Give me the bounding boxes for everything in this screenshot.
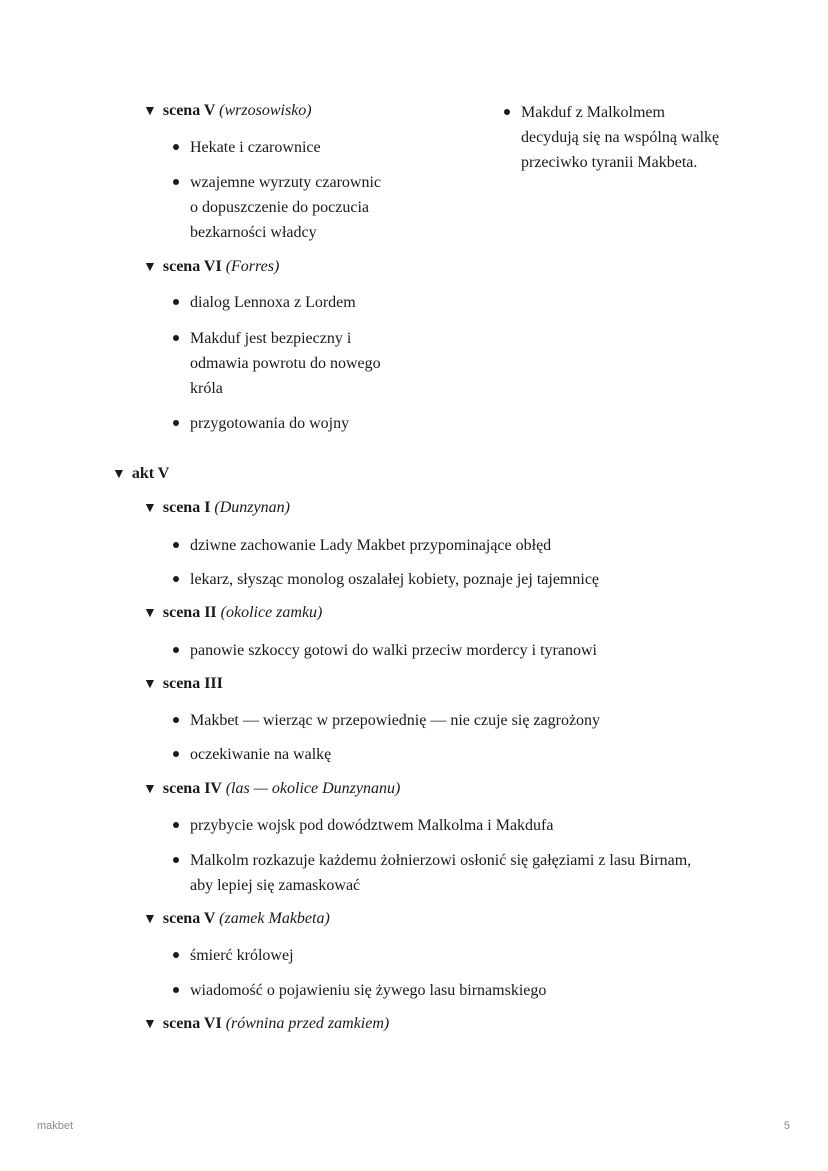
list-item: wiadomość o pojawieniu się żywego lasu birnamskiego: [190, 978, 546, 1003]
scene-heading[interactable]: ▼ scena II (okolice zamku): [143, 604, 323, 621]
scene-heading[interactable]: ▼ scena V (zamek Makbeta): [143, 910, 330, 927]
triangle-down-icon: ▼: [143, 606, 157, 621]
list-item: przygotowania do wojny: [190, 411, 349, 436]
page-number: 5: [783, 1120, 790, 1132]
triangle-down-icon: ▼: [143, 260, 157, 275]
list-item: Makduf jest bezpieczny i odmawia powrotu do nowego króla: [190, 326, 381, 401]
scene-heading[interactable]: ▼ scena I (Dunzynan): [143, 499, 290, 516]
scene-heading[interactable]: ▼ scena IV (las — okolice Dunzynanu): [143, 780, 401, 797]
triangle-down-icon: ▼: [143, 677, 157, 692]
scene-heading[interactable]: ▼ scena VI (Forres): [143, 258, 280, 275]
list-item: śmierć królowej: [190, 943, 294, 968]
list-item: Makbet — wierząc w przepowiednię — nie czuje się zagrożony: [190, 708, 600, 733]
list-item: lekarz, słysząc monolog oszalałej kobiety, poznaje jej tajemnicę: [190, 567, 599, 592]
act-heading[interactable]: ▼ akt V: [112, 465, 170, 482]
list-item: przybycie wojsk pod dowództwem Malkolma i Makdufa: [190, 813, 553, 838]
triangle-down-icon: ▼: [112, 467, 126, 482]
list-item: oczekiwanie na walkę: [190, 742, 331, 767]
triangle-down-icon: ▼: [143, 782, 157, 797]
list-item: wzajemne wyrzuty czarownic o dopuszczenie do poczucia bezkarności władcy: [190, 170, 381, 245]
footer-title: makbet: [37, 1120, 74, 1132]
list-item: Hekate i czarownice: [190, 135, 321, 160]
triangle-down-icon: ▼: [143, 501, 157, 516]
scene-heading[interactable]: ▼ scena VI (równina przed zamkiem): [143, 1015, 390, 1032]
scene-heading[interactable]: ▼ scena V (wrzosowisko): [143, 102, 312, 119]
scene-heading[interactable]: ▼ scena III: [143, 675, 223, 692]
list-item: Malkolm rozkazuje każdemu żołnierzowi osłonić się gałęziami z lasu Birnam, aby lepiej się zamaskować: [190, 848, 691, 898]
triangle-down-icon: ▼: [143, 1017, 157, 1032]
list-item: Makduf z Malkolmem decydują się na wspólną walkę przeciwko tyranii Makbeta.: [521, 100, 719, 175]
triangle-down-icon: ▼: [143, 912, 157, 927]
list-item: dialog Lennoxa z Lordem: [190, 290, 356, 315]
triangle-down-icon: ▼: [143, 104, 157, 119]
list-item: dziwne zachowanie Lady Makbet przypominające obłęd: [190, 533, 551, 558]
list-item: panowie szkoccy gotowi do walki przeciw mordercy i tyranowi: [190, 638, 597, 663]
